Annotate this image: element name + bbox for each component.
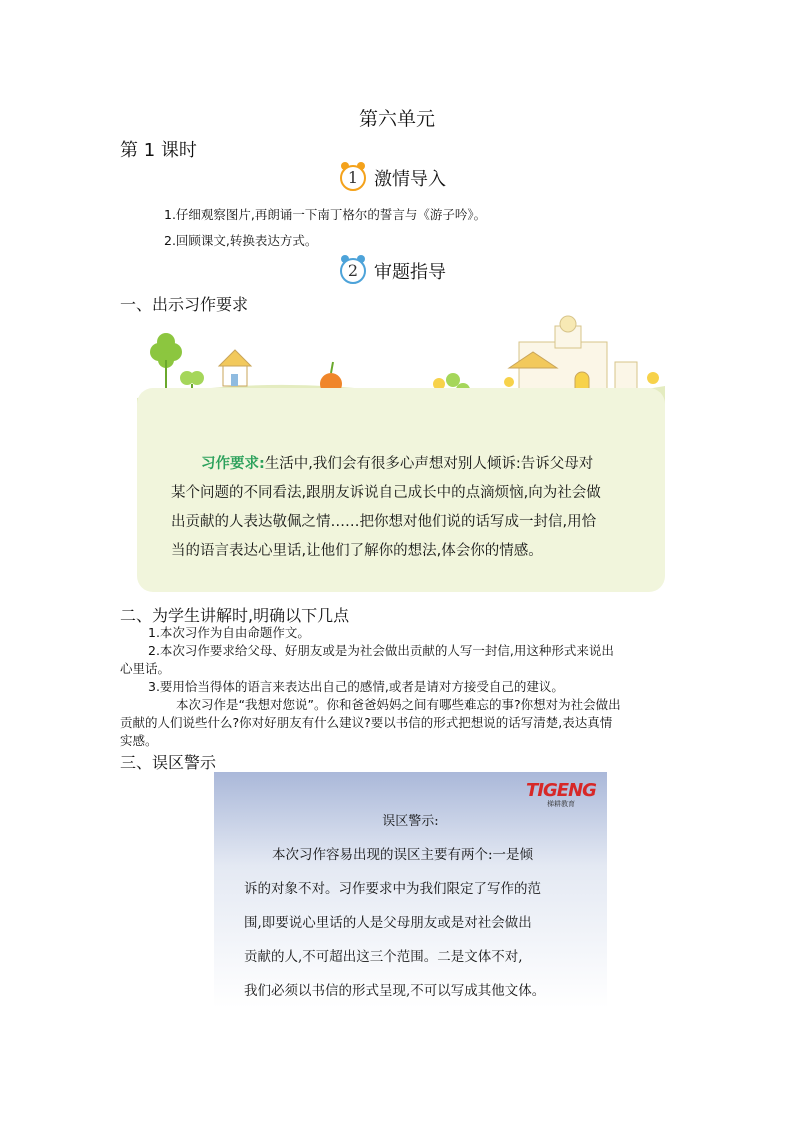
number-badge-icon — [340, 165, 366, 191]
requirement-line: 出贡献的人表达敬佩之情……把你想对他们说的话写成一封信,用恰 — [171, 514, 597, 530]
badge-number: 2 — [340, 258, 366, 284]
point-line: 实感。 — [120, 733, 158, 748]
warning-line: 我们必须以书信的形式呈现,不可以写成其他文体。 — [244, 983, 546, 999]
point-line: 1.本次习作为自由命题作文。 — [148, 625, 310, 640]
requirement-line: 某个问题的不同看法,跟朋友诉说自己成长中的点滴烦恼,向为社会做 — [171, 485, 601, 501]
badge-number: 1 — [340, 165, 366, 191]
warning-line: 贡献的人,不可超出这三个范围。二是文体不对, — [244, 949, 523, 965]
point-line: 贡献的人们说些什么?你对好朋友有什么建议?要以书信的形式把想说的话写清楚,表达真情 — [120, 715, 613, 730]
warning-panel — [214, 772, 607, 1008]
warning-line: 围,即要说心里话的人是父母朋友或是对社会做出 — [244, 915, 532, 931]
lesson-title: 第 1 课时 — [120, 140, 197, 161]
section-1-title: 激情导入 — [374, 169, 446, 190]
logo-subtitle: 梯耕教育 — [547, 800, 575, 808]
point-line: 2.本次习作要求给父母、好朋友或是为社会做出贡献的人写一封信,用这种形式来说出 — [148, 643, 614, 658]
requirement-line: 当的语言表达心里话,让他们了解你的想法,体会你的情感。 — [171, 543, 543, 559]
section-1-header — [340, 164, 446, 192]
point-line: 3.要用恰当得体的语言来表达出自己的感情,或者是请对方接受自己的建议。 — [148, 679, 564, 694]
warning-text — [244, 838, 589, 1008]
heading-three: 三、误区警示 — [120, 753, 217, 772]
logo-mark: TIGENG — [526, 780, 596, 801]
warning-title: 误区警示: — [382, 814, 439, 829]
unit-title: 第六单元 — [358, 108, 435, 130]
house-icon — [219, 350, 251, 386]
requirement-text — [171, 450, 641, 566]
section-2-header — [340, 257, 446, 285]
point-line: 本次习作是“我想对您说”。你和爸爸妈妈之间有哪些难忘的事?你想对为社会做出 — [176, 697, 621, 712]
warning-line: 本次习作容易出现的误区主要有两个:一是倾 — [272, 847, 534, 863]
warning-line: 诉的对象不对。习作要求中为我们限定了写作的范 — [244, 881, 541, 897]
brand-logo — [525, 780, 597, 809]
point-line: 心里话。 — [120, 661, 171, 676]
section-2-title: 审题指导 — [374, 262, 446, 283]
intro-item: 1.仔细观察图片,再朗诵一下南丁格尔的誓言与《游子吟》。 — [164, 207, 487, 222]
requirement-lead: 习作要求: — [201, 456, 265, 472]
requirement-box — [137, 388, 665, 592]
heading-two: 二、为学生讲解时,明确以下几点 — [120, 606, 350, 625]
number-badge-icon — [340, 258, 366, 284]
intro-item: 2.回顾课文,转换表达方式。 — [164, 233, 318, 248]
requirement-line-text: 生活中,我们会有很多心声想对别人倾诉:告诉父母对 — [264, 456, 594, 472]
requirement-line — [171, 450, 641, 479]
heading-one: 一、出示习作要求 — [120, 295, 249, 314]
